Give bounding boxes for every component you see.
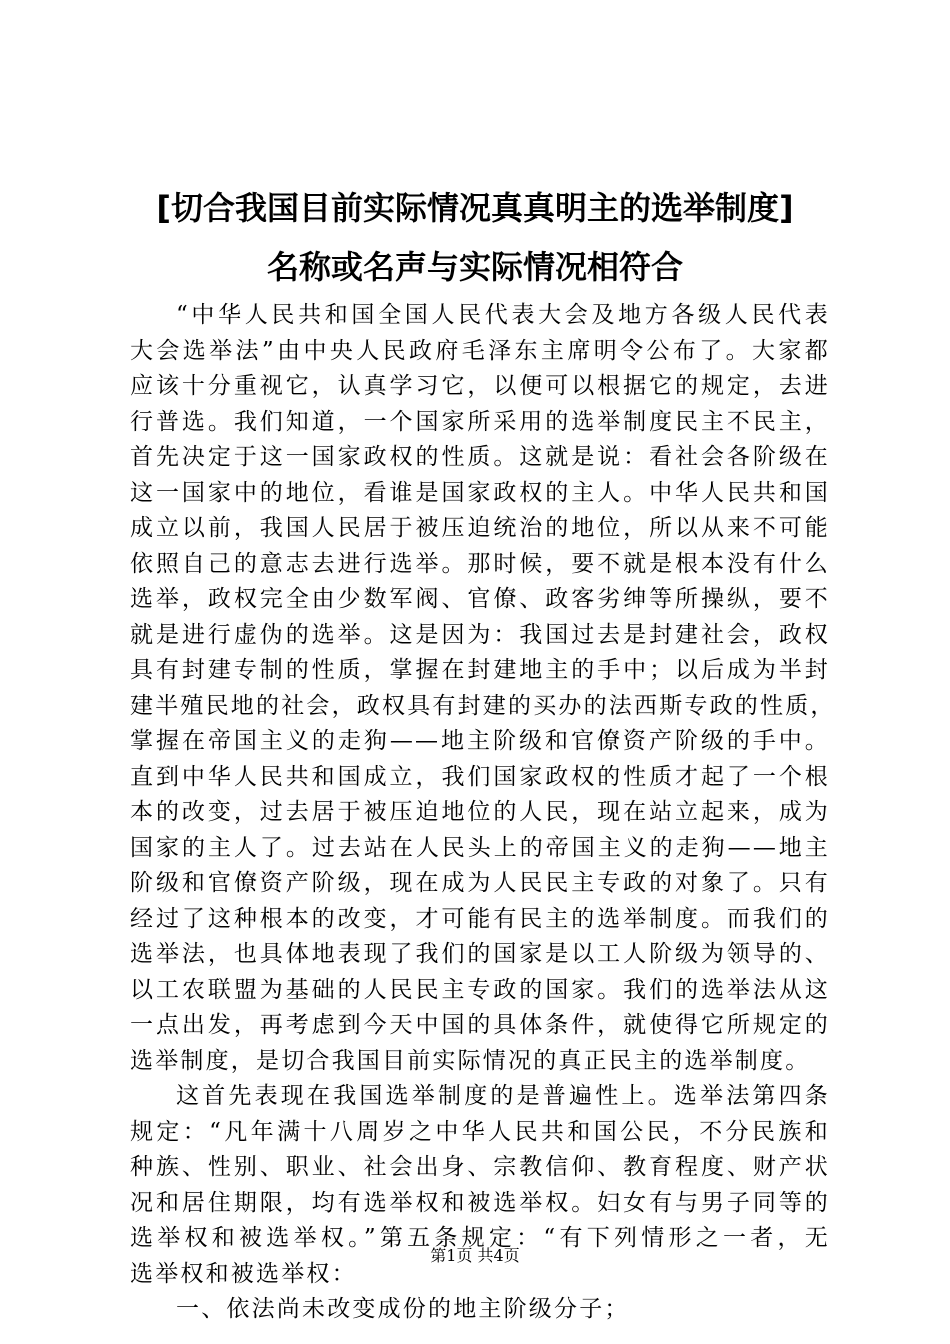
body-line: 一、依法尚未改变成份的地主阶级分子； — [176, 1296, 630, 1322]
body-line: 阶级和官僚资产阶级，现在成为人民民主专政的对象了。只有 — [130, 870, 830, 896]
body-line: 选举权和被选举权： — [130, 1260, 357, 1287]
document-title-line-1: [切合我国目前实际情况真真明主的选举制度] — [156, 189, 794, 227]
body-line: 经过了这种根本的改变，才可能有民主的选举制度。而我们的 — [130, 905, 830, 932]
body-line: 本的改变，过去居于被压迫地位的人民，现在站立起来，成为 — [130, 799, 830, 825]
body-line: 选举权和被选举权。”第五条规定：“有下列情形之一者，无 — [130, 1225, 830, 1251]
body-line: 况和居住期限，均有选举权和被选举权。妇女有与男子同等的 — [130, 1189, 830, 1216]
body-line: 掌握在帝国主义的走狗——地主阶级和官僚资产阶级的手中。 — [130, 728, 830, 754]
body-line: 选举制度，是切合我国目前实际情况的真正民主的选举制度。 — [130, 1047, 811, 1074]
body-line: 依照自己的意志去进行选举。那时候，要不就是根本没有什么 — [130, 550, 830, 577]
body-line: 具有封建专制的性质，掌握在封建地主的手中；以后成为半封 — [130, 657, 830, 683]
body-line: 应该十分重视它，认真学习它，以便可以根据它的规定，去进 — [130, 373, 830, 399]
body-line: 选举，政权完全由少数军阀、官僚、政客劣绅等所操纵，要不 — [130, 586, 830, 612]
body-line: 大会选举法”由中央人民政府毛泽东主席明令公布了。大家都 — [130, 337, 830, 364]
body-line: 直到中华人民共和国成立，我们国家政权的性质才起了一个根 — [130, 763, 830, 790]
body-line: 这首先表现在我国选举制度的是普遍性上。选举法第四条 — [176, 1083, 830, 1109]
body-line: 以工农联盟为基础的人民民主专政的国家。我们的选举法从这 — [130, 976, 830, 1003]
body-line: 国家的主人了。过去站在人民头上的帝国主义的走狗——地主 — [130, 834, 830, 861]
body-line: “中华人民共和国全国人民代表大会及地方各级人民代表 — [176, 302, 830, 328]
document-body — [130, 298, 836, 1328]
body-line: 成立以前，我国人民居于被压迫统治的地位，所以从来不可能 — [130, 515, 830, 541]
body-line: 规定：“凡年满十八周岁之中华人民共和国公民，不分民族和 — [130, 1118, 830, 1145]
body-line: 建半殖民地的社会，政权具有封建的买办的法西斯专政的性质， — [130, 692, 836, 719]
body-line: 行普选。我们知道，一个国家所采用的选举制度民主不民主， — [130, 408, 830, 435]
body-line: 这一国家中的地位，看谁是国家政权的主人。中华人民共和国 — [130, 479, 830, 506]
body-line: 就是进行虚伪的选举。这是因为：我国过去是封建社会，政权 — [130, 621, 830, 648]
body-line: 首先决定于这一国家政权的性质。这就是说：看社会各阶级在 — [130, 444, 830, 470]
page-footer: 第1页 共4页 — [430, 1246, 520, 1265]
body-line: 种族、性别、职业、社会出身、宗教信仰、教育程度、财产状 — [130, 1154, 830, 1180]
body-line: 选举法，也具体地表现了我们的国家是以工人阶级为领导的、 — [130, 941, 830, 967]
document-title-line-2: 名称或名声与实际情况相符合 — [266, 248, 683, 286]
body-line: 一点出发，再考虑到今天中国的具体条件，就使得它所规定的 — [130, 1012, 830, 1038]
